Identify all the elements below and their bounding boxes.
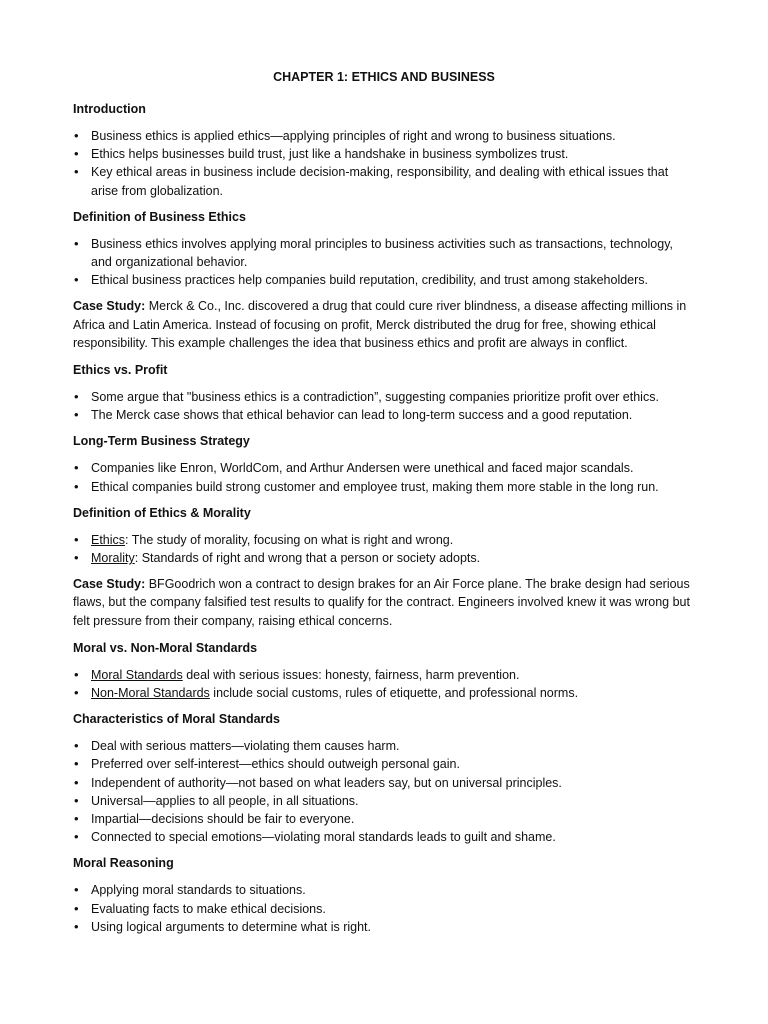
list-item: • Ethical business practices help companies build reputation, credibility, and trust among stakeholders. [73,271,695,289]
list-item [73,684,695,702]
term-definition: : The study of morality, focusing on what is right and wrong. [125,532,454,547]
term-ethics: Ethics [91,532,126,547]
list-item: • Evaluating facts to make ethical decisions. [73,900,695,918]
list-item [73,549,695,567]
list-item: • Connected to special emotions—violating moral standards leads to guilt and shame. [73,828,695,846]
section-heading-moral-reasoning: Moral Reasoning [73,856,174,871]
list-item: • Some argue that "business ethics is a contradiction”, suggesting companies prioritize profit over ethics. [73,388,695,406]
list-item: • Ethical companies build strong customer and employee trust, making them more stable in the long run. [73,478,695,496]
term-definition: include social customs, rules of etiquette, and professional norms. [209,686,579,701]
long-term-list [73,459,695,495]
section-heading-ethics-profit: Ethics vs. Profit [73,363,168,378]
term-definition: : Standards of right and wrong that a person or society adopts. [134,551,481,566]
list-item [73,666,695,684]
list-item: • Key ethical areas in business include decision-making, responsibility, and dealing with ethical issues that arise from globalization. [73,163,695,199]
introduction-list [73,127,695,200]
list-item: • Preferred over self-interest—ethics should outweigh personal gain. [73,755,695,773]
list-item: • Deal with serious matters—violating them causes harm. [73,737,695,755]
characteristics-list [73,737,695,846]
section-heading-long-term: Long-Term Business Strategy [73,434,250,449]
case-study-text: Merck & Co., Inc. discovered a drug that could cure river blindness, a disease affecting millions in Africa and Latin America. Instead of focusing on profit, Merck distributed the drug for free, showing ethical responsibility. This example challenges the idea that business ethics and profit are always in conflict. [73,299,687,350]
list-item: • Applying moral standards to situations. [73,881,695,899]
chapter-title: CHAPTER 1: ETHICS AND BUSINESS [273,70,495,84]
moral-standards-list [73,666,695,702]
list-item: • Business ethics is applied ethics—applying principles of right and wrong to business situations. [73,127,695,145]
case-study-label: Case Study: [73,577,146,592]
case-study-text: BFGoodrich won a contract to design brakes for an Air Force plane. The brake design had serious flaws, but the company falsified test results to qualify for the contract. Engineers involved knew it was wrong but felt pressure from their company, raising ethical concerns. [73,577,690,628]
section-heading-characteristics: Characteristics of Moral Standards [73,712,281,727]
ethics-profit-list [73,388,695,424]
moral-reasoning-list [73,881,695,936]
term-definition: deal with serious issues: honesty, fairness, harm prevention. [182,667,520,682]
section-heading-definition: Definition of Business Ethics [73,209,246,224]
case-study-label: Case Study: [73,299,146,314]
list-item: • Using logical arguments to determine what is right. [73,918,695,936]
list-item: • Ethics helps businesses build trust, just like a handshake in business symbolizes trust. [73,145,695,163]
definition-list [73,235,695,290]
list-item: • Impartial—decisions should be fair to everyone. [73,810,695,828]
section-heading-moral-standards: Moral vs. Non-Moral Standards [73,640,258,655]
list-item: • The Merck case shows that ethical behavior can lead to long-term success and a good reputation. [73,406,695,424]
term-moral-standards: Moral Standards [91,667,183,682]
term-non-moral-standards: Non-Moral Standards [91,686,210,701]
term-morality: Morality [91,551,135,566]
case-study-merck [73,297,695,352]
case-study-bfgoodrich [73,575,695,630]
ethics-morality-list [73,531,695,567]
list-item: • Business ethics involves applying moral principles to business activities such as transactions, technology, and organizational behavior. [73,235,695,271]
section-heading-introduction: Introduction [73,102,146,116]
section-heading-ethics-morality: Definition of Ethics & Morality [73,505,251,520]
list-item [73,531,695,549]
list-item: • Universal—applies to all people, in all situations. [73,792,695,810]
list-item: • Companies like Enron, WorldCom, and Arthur Andersen were unethical and faced major scandals. [73,459,695,477]
list-item: • Independent of authority—not based on what leaders say, but on universal principles. [73,774,695,792]
